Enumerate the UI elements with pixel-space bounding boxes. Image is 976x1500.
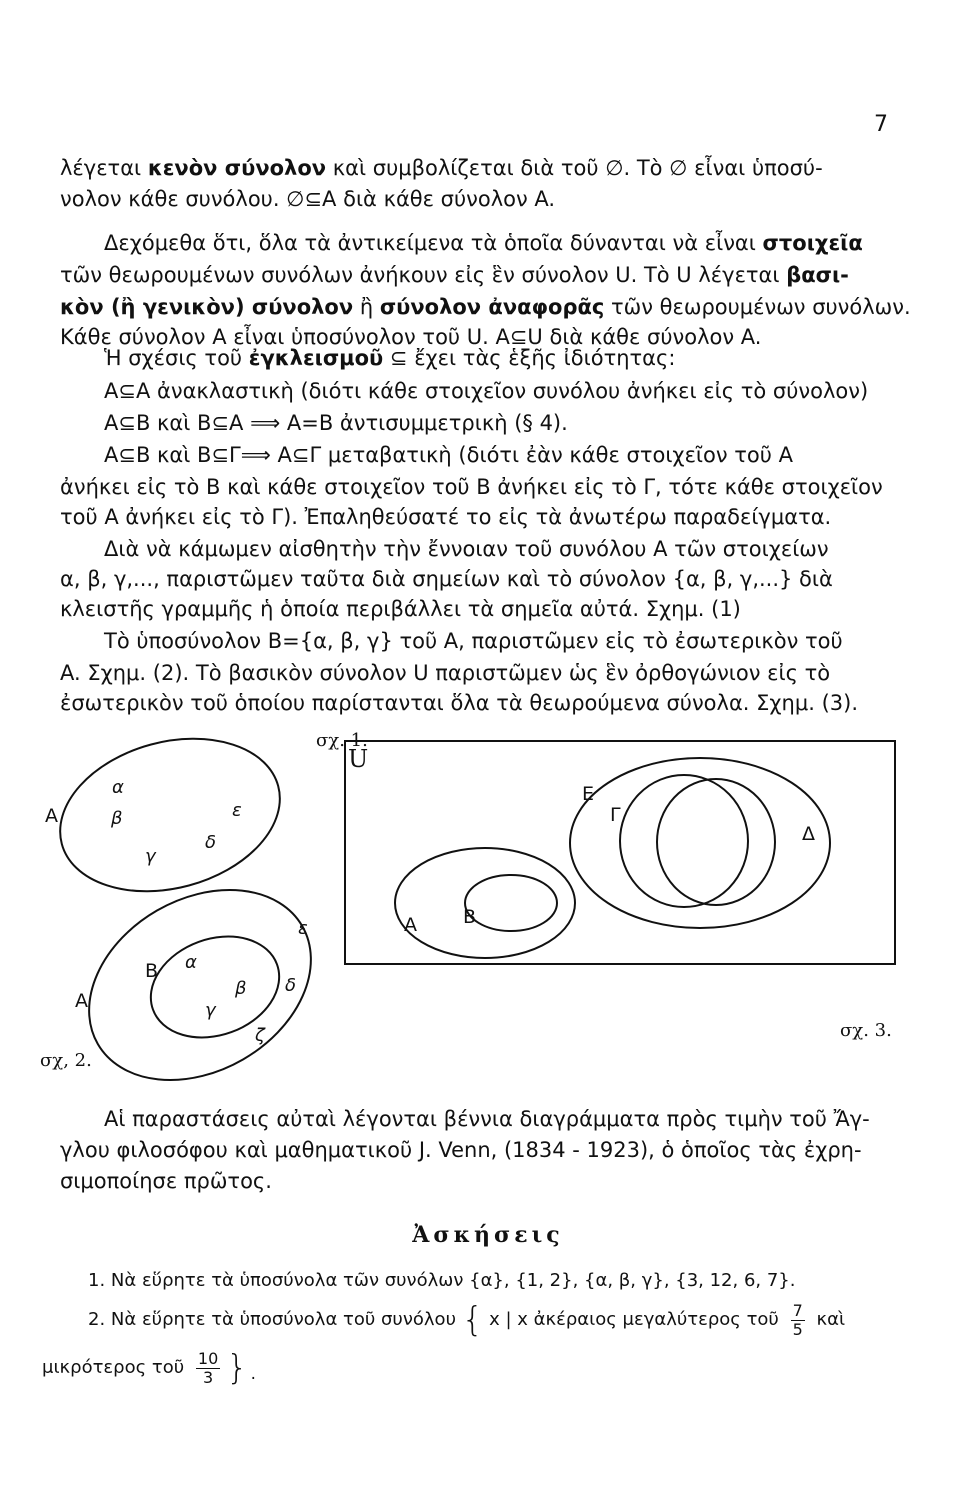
text-run: Ἡ σχέσις τοῦ — [104, 346, 249, 370]
fig1-element: δ — [205, 832, 217, 853]
exercise-2-set: x | x ἀκέραιος μεγαλύτερος τοῦ — [489, 1309, 779, 1330]
text-run: κλειστῆς γραμμῆς ἡ ὁποία περιβάλλει τὰ σημεῖα αὐτά. Σχημ. (1) — [60, 597, 741, 621]
text-run: νολον κάθε συνόλου. ∅⊆A διὰ κάθε σύνολον A. — [60, 187, 556, 211]
text-run: A⊆A ἀνακλαστικὴ (διότι κάθε στοιχεῖον συνόλου ἀνήκει εἰς τὸ σύνολον) — [104, 379, 869, 403]
exercise-1: 1. Νὰ εὕρητε τὰ ὑποσύνολα τῶν συνόλων {α}, {1, 2}, {α, β, γ}, {3, 12, 6, 7}. — [88, 1270, 796, 1291]
fraction-num: 10 — [197, 1348, 219, 1368]
fig2-element: β — [235, 978, 247, 999]
fraction-num: 7 — [792, 1300, 803, 1320]
text-run: ἀνήκει εἰς τὸ B καὶ κάθε στοιχεῖον τοῦ B ἀνήκει εἰς τὸ Γ, τότε κάθε στοιχεῖον — [60, 475, 883, 499]
fig3-caption: σχ. 3. — [840, 1020, 892, 1041]
set-brace-open: { — [461, 1300, 484, 1340]
fig1-element: γ — [145, 846, 156, 867]
text-run: Διὰ νὰ κάμωμεν αἰσθητὴν τὴν ἔννοιαν τοῦ συνόλου A τῶν στοιχείων — [104, 537, 829, 561]
exercise-2-cont-text: μικρότερος τοῦ — [42, 1357, 185, 1378]
venn-paragraph-line: σιμοποίησε πρῶτος. — [60, 1169, 272, 1193]
text-run: τῶν θεωρουμένων συνόλων ἀνήκουν εἰς ἓν σύνολον U. Τὸ U λέγεται — [60, 263, 787, 287]
text-run: Κάθε σύνολον A εἶναι ὑποσύνολον τοῦ U. A⊆U διὰ κάθε σύνολον A. — [60, 325, 762, 349]
bold-term: στοιχεῖα — [762, 231, 863, 255]
fig3-set-G — [620, 775, 748, 907]
fig1-set-outline — [43, 715, 297, 914]
fraction-ten-thirds — [196, 1350, 220, 1387]
fig3-set-A — [395, 848, 575, 958]
fig3-set-D — [657, 779, 775, 905]
text-run: A⊆B καὶ B⊆A ⟹ A=B ἀντισυμμετρικὴ (§ 4). — [104, 411, 568, 435]
exercise-2 — [88, 1300, 845, 1340]
exercise-2-and: καὶ — [816, 1309, 846, 1330]
fraction-seven-fifths — [791, 1302, 805, 1339]
fig2-outer-outline — [55, 852, 345, 1119]
fig1-caption: σχ. 1. — [316, 730, 368, 751]
fig2-inner-outline — [137, 919, 297, 1054]
bold-term: κὸν (ἢ γενικὸν) σύνολον — [60, 295, 354, 319]
fig2-inner-label: B — [145, 960, 159, 982]
text-run: τοῦ A ἀνήκει εἰς τὸ Γ). Ἐπαληθεύσατέ το εἰς τὰ ἀνωτέρω παραδείγματα. — [60, 505, 832, 529]
fig3-set-E-label: E — [582, 783, 595, 805]
text-run: λέγεται — [60, 156, 148, 180]
fig1-element: β — [111, 808, 123, 829]
fig3-set-D-label: Δ — [802, 823, 815, 845]
text-run: τῶν θεωρουμένων συνόλων. — [604, 295, 911, 319]
set-brace-close: }. — [226, 1348, 259, 1388]
fraction-den: 5 — [792, 1319, 803, 1339]
fig1-element: α — [112, 777, 124, 798]
venn-paragraph-line: Αἱ παραστάσεις αὐταὶ λέγονται βέννια διαγράμματα πρὸς τιμὴν τοῦ Ἄγ- — [104, 1107, 870, 1131]
text-run: A⊆B καὶ B⊆Γ⟹ A⊆Γ μεταβατικὴ (διότι ἐὰν κάθε στοιχεῖον τοῦ A — [104, 443, 793, 467]
fig3-set-B-label: B — [463, 906, 477, 928]
fig3-universe-label: U — [348, 745, 369, 773]
bold-term: κενὸν σύνολον — [147, 156, 327, 180]
venn-paragraph-line: γλου φιλοσόφου καὶ μαθηματικοῦ J. Venn, (1834 - 1923), ὁ ὁποῖος τὰς ἐχρη- — [60, 1138, 862, 1162]
exercise-2-cont — [42, 1348, 259, 1388]
text-run: ἢ — [353, 295, 380, 319]
exercise-2-prefix: 2. Νὰ εὕρητε τὰ ὑποσύνολα τοῦ συνόλου — [88, 1309, 456, 1330]
exercises-heading: Ἀσκήσεις — [412, 1222, 564, 1248]
text-run: καὶ συμβολίζεται διὰ τοῦ ∅. Τὸ ∅ εἶναι ὑποσύ- — [326, 156, 823, 180]
text-run: A. Σχημ. (2). Τὸ βασικὸν σύνολον U παριστῶμεν ὡς ἓν ὀρθογώνιον εἰς τὸ — [60, 661, 831, 685]
fig2-element: ζ — [255, 1025, 265, 1046]
bold-term: βασι- — [786, 263, 849, 287]
fig3-set-A-label: A — [404, 914, 417, 936]
fig2-element: γ — [205, 1000, 216, 1021]
fig2-caption: σχ, 2. — [40, 1050, 92, 1071]
text-run: ἐσωτερικὸν τοῦ ὁποίου παρίστανται ὅλα τὰ θεωρούμενα σύνολα. Σχημ. (3). — [60, 691, 858, 715]
text-run: α, β, γ,..., παριστῶμεν ταῦτα διὰ σημείων καὶ τὸ σύνολον {α, β, γ,...} διὰ — [60, 567, 833, 591]
fraction-den: 3 — [202, 1367, 214, 1387]
fig1-set-label: A — [45, 805, 58, 827]
text-run: ⊆ ἔχει τὰς ἑξῆς ἰδιότητας: — [383, 346, 676, 370]
page-number: 7 — [874, 112, 888, 137]
fig2-outer-label: A — [75, 990, 88, 1012]
fig2-element: ε — [298, 918, 308, 939]
fig2-element: α — [185, 952, 197, 973]
text-run: Τὸ ὑποσύνολον B={α, β, γ} τοῦ A, παριστῶμεν εἰς τὸ ἐσωτερικὸν τοῦ — [104, 629, 843, 653]
fig2-element: δ — [285, 975, 297, 996]
text-run: Δεχόμεθα ὅτι, ὅλα τὰ ἀντικείμενα τὰ ὁποῖα δύνανται νὰ εἶναι — [104, 231, 763, 255]
fig1-element: ε — [232, 800, 242, 821]
bold-term: ἐγκλεισμοῦ — [248, 346, 384, 370]
fig3-set-B — [465, 875, 557, 931]
bold-term: σύνολον ἀναφορᾶς — [379, 295, 605, 319]
fig3-set-G-label: Γ — [610, 804, 621, 826]
